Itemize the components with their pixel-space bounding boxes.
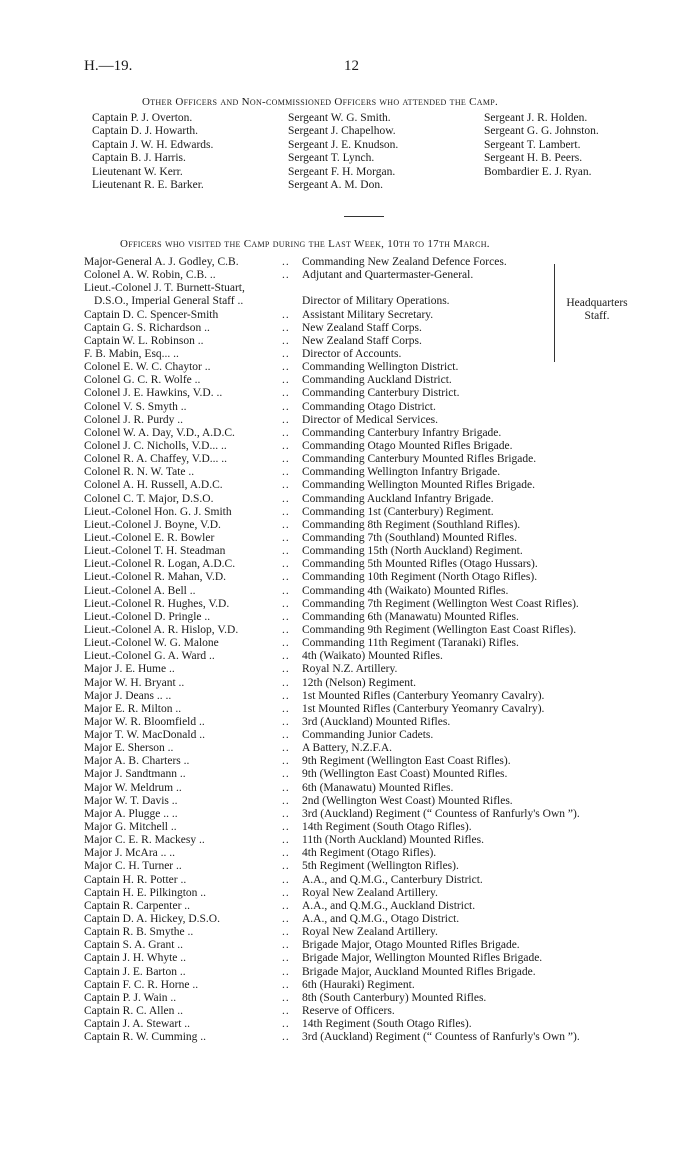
officer-role: Commanding 1st (Canterbury) Regiment.: [302, 505, 494, 518]
leader-dots: ..: [282, 387, 290, 400]
officer-name: Captain H. E. Pilkington ..: [84, 886, 207, 899]
officer-name: Lieut.-Colonel E. R. Bowler: [84, 531, 215, 544]
officer-name: Captain J. E. Barton ..: [84, 965, 186, 978]
officer-role: Commanding New Zealand Defence Forces.: [302, 256, 507, 268]
leader-dots: ..: [282, 689, 290, 702]
officer-name: Captain R. B. Smythe ..: [84, 926, 194, 939]
officer-role: Commanding 10th Regiment (North Otago Rifles).: [302, 571, 538, 584]
leader-dots: ..: [282, 768, 290, 781]
officer-name: Captain J. A. Stewart ..: [84, 1018, 191, 1031]
officer-name: Major A. B. Charters ..: [84, 755, 190, 768]
leader-dots: ..: [282, 676, 290, 689]
page-number: 12: [344, 58, 359, 74]
sergeant-entry: Sergeant T. Lynch.: [288, 152, 375, 165]
visitor-row: [84, 361, 684, 374]
officer-role: 11th (North Auckland) Mounted Rifles.: [302, 834, 484, 847]
leader-dots: ..: [282, 965, 290, 978]
leader-dots: ..: [282, 623, 290, 636]
officer-role: Director of Accounts.: [302, 347, 402, 360]
officer-role: Commanding Wellington District.: [302, 361, 459, 374]
visitor-row: [84, 808, 684, 821]
visitor-row: [84, 466, 684, 479]
officer-role: 2nd (Wellington West Coast) Mounted Rifles.: [302, 794, 513, 807]
hq-label-line-2: Staff.: [584, 310, 610, 322]
visitor-row: [84, 742, 684, 755]
officer-name: Lieut.-Colonel Hon. G. J. Smith: [84, 505, 232, 518]
officers-column: [92, 112, 213, 192]
officer-entry: Captain D. J. Howarth.: [92, 125, 199, 138]
officer-name: Major J. McAra .. ..: [84, 847, 176, 860]
leader-dots: ..: [282, 729, 290, 742]
officer-role: 12th (Nelson) Regiment.: [302, 676, 417, 689]
nco-entry: Bombardier E. J. Ryan.: [484, 165, 592, 178]
officer-role: A.A., and Q.M.G., Otago District.: [302, 913, 460, 926]
officer-role: Commanding 4th (Waikato) Mounted Rifles.: [302, 584, 509, 597]
visitor-row: [84, 913, 684, 926]
visitor-row: [84, 519, 684, 532]
leader-dots: ..: [282, 978, 290, 991]
officer-role: 1st Mounted Rifles (Canterbury Yeomanry Cavalry).: [302, 702, 545, 715]
officer-name: Colonel A. W. Robin, C.B. ..: [84, 269, 216, 282]
leader-dots: ..: [282, 584, 290, 597]
officer-name: Major W. H. Bryant ..: [84, 676, 185, 689]
officer-entry: Lieutenant W. Kerr.: [92, 165, 183, 178]
section-title-visitors: Officers who visited the Camp during the Last Week, 10th to 17th March.: [120, 238, 490, 250]
visitor-row: [84, 1018, 684, 1031]
officer-role: Commanding Otago Mounted Rifles Brigade.: [302, 439, 513, 452]
leader-dots: ..: [282, 256, 290, 268]
officer-role: Commanding 15th (North Auckland) Regiment.: [302, 545, 523, 558]
officer-role: Director of Medical Services.: [302, 413, 439, 426]
leader-dots: ..: [282, 847, 290, 860]
visitor-row: [84, 1031, 684, 1044]
officer-role: Commanding 9th Regiment (Wellington East Coast Rifles).: [302, 623, 577, 636]
visitor-row: [84, 768, 684, 781]
visitor-row: [84, 729, 684, 742]
visitor-row: [84, 887, 684, 900]
officer-role: Adjutant and Quartermaster-General.: [302, 269, 474, 282]
leader-dots: ..: [282, 597, 290, 610]
visitor-row: [84, 992, 684, 1005]
leader-dots: ..: [282, 492, 290, 505]
visitor-row: [84, 795, 684, 808]
officer-role: Royal New Zealand Artillery.: [302, 926, 438, 939]
officer-name: Major W. R. Bloomfield ..: [84, 715, 205, 728]
officer-role: Commanding Wellington Infantry Brigade.: [302, 466, 501, 479]
section-divider: [344, 216, 384, 217]
leader-dots: ..: [282, 886, 290, 899]
officer-name: Major C. H. Turner ..: [84, 860, 182, 873]
leader-dots: ..: [282, 807, 290, 820]
officer-name: Colonel C. T. Major, D.S.O.: [84, 492, 214, 505]
leader-dots: ..: [282, 531, 290, 544]
officer-name: Major E. R. Milton ..: [84, 702, 182, 715]
leader-dots: ..: [282, 637, 290, 650]
officer-name: Colonel A. H. Russell, A.D.C.: [84, 479, 223, 492]
leader-dots: ..: [282, 742, 290, 755]
officer-role: 9th (Wellington East Coast) Mounted Rifles.: [302, 768, 508, 781]
section-title-camp-attendees: Other Officers and Non-commissioned Officers who attended the Camp.: [142, 96, 499, 108]
visitor-row: [84, 374, 684, 387]
officer-name: Lieut.-Colonel R. Hughes, V.D.: [84, 597, 230, 610]
officer-name: Major J. E. Hume ..: [84, 663, 175, 676]
officer-role: Director of Military Operations.: [302, 295, 450, 308]
visitor-row: [84, 493, 684, 506]
visitor-row: [84, 387, 684, 400]
officer-role: Commanding 6th (Manawatu) Mounted Rifles.: [302, 610, 519, 623]
officer-name: Lieut.-Colonel A. Bell ..: [84, 584, 196, 597]
leader-dots: ..: [282, 308, 290, 321]
visitor-row: [84, 677, 684, 690]
officer-role: 6th (Manawatu) Mounted Rifles.: [302, 781, 454, 794]
visitor-row: [84, 309, 684, 322]
officer-name: Captain R. W. Cumming ..: [84, 1031, 207, 1044]
visitor-row: [84, 401, 684, 414]
officer-name: Major W. Meldrum ..: [84, 781, 182, 794]
officer-role: Assistant Military Secretary.: [302, 308, 434, 321]
sergeants-column-1: [288, 112, 398, 192]
leader-dots: ..: [282, 518, 290, 531]
officer-role: Commanding Canterbury District.: [302, 387, 460, 400]
leader-dots: ..: [282, 439, 290, 452]
visitor-row: [84, 979, 684, 992]
officer-name: Major-General A. J. Godley, C.B.: [84, 256, 239, 268]
officer-name: Lieut.-Colonel R. Mahan, V.D.: [84, 571, 227, 584]
visitor-row: [84, 952, 684, 965]
officer-name: Captain D. C. Spencer-Smith: [84, 308, 219, 321]
visitor-row: [84, 571, 684, 584]
sergeant-entry: Sergeant F. H. Morgan.: [288, 165, 396, 178]
visitor-row: [84, 874, 684, 887]
officer-name: Lieut.-Colonel J. T. Burnett-Stuart,: [84, 282, 245, 295]
officer-role: Commanding Auckland District.: [302, 374, 452, 387]
officer-role: Commanding 8th Regiment (Southland Rifles).: [302, 518, 521, 531]
officer-role: Royal New Zealand Artillery.: [302, 886, 438, 899]
visitor-row: [84, 598, 684, 611]
officer-name: Colonel V. S. Smyth ..: [84, 400, 187, 413]
nco-entry: Sergeant H. B. Peers.: [484, 152, 583, 165]
nco-entry: Sergeant T. Lambert.: [484, 138, 581, 151]
officer-name: Colonel J. E. Hawkins, V.D. ..: [84, 387, 223, 400]
leader-dots: ..: [282, 650, 290, 663]
visitor-row: [84, 322, 684, 335]
visitor-row: [84, 269, 684, 282]
officer-name: Captain P. J. Wain ..: [84, 991, 177, 1004]
visitor-row: [84, 755, 684, 768]
officer-entry: Captain J. W. H. Edwards.: [92, 138, 214, 151]
visitor-row: [84, 966, 684, 979]
officer-role: 3rd (Auckland) Regiment (“ Countess of Ranfurly's Own ”).: [302, 1031, 580, 1044]
leader-dots: ..: [282, 505, 290, 518]
officer-role: New Zealand Staff Corps.: [302, 321, 422, 334]
officer-role: Brigade Major, Otago Mounted Rifles Brigade.: [302, 939, 520, 952]
visitor-row: [84, 532, 684, 545]
officer-role: 3rd (Auckland) Mounted Rifles.: [302, 715, 451, 728]
officer-name: Colonel J. R. Purdy ..: [84, 413, 184, 426]
visitor-row: [84, 624, 684, 637]
leader-dots: ..: [282, 821, 290, 834]
visitor-row: [84, 834, 684, 847]
officer-role: Commanding 5th Mounted Rifles (Otago Hussars).: [302, 558, 538, 571]
visitor-row: [84, 703, 684, 716]
leader-dots: ..: [282, 426, 290, 439]
officer-name: D.S.O., Imperial General Staff ..: [94, 295, 244, 308]
officer-role: New Zealand Staff Corps.: [302, 334, 422, 347]
officer-role: A.A., and Q.M.G., Auckland District.: [302, 899, 476, 912]
leader-dots: ..: [282, 466, 290, 479]
officer-role: 5th Regiment (Wellington Rifles).: [302, 860, 459, 873]
officer-role: 1st Mounted Rifles (Canterbury Yeomanry Cavalry).: [302, 689, 545, 702]
officer-name: Colonel R. N. W. Tate ..: [84, 466, 195, 479]
visitor-row: [84, 453, 684, 466]
visitor-row: [84, 716, 684, 729]
officer-name: Lieut.-Colonel J. Boyne, V.D.: [84, 518, 221, 531]
officer-entry: Lieutenant R. E. Barker.: [92, 178, 204, 191]
officer-name: Colonel G. C. R. Wolfe ..: [84, 374, 201, 387]
visitor-row: [84, 663, 684, 676]
officer-name: Colonel E. W. C. Chaytor ..: [84, 361, 211, 374]
officer-name: Captain D. A. Hickey, D.S.O.: [84, 913, 220, 926]
officer-role: 14th Regiment (South Otago Rifles).: [302, 1018, 472, 1031]
leader-dots: ..: [282, 873, 290, 886]
visitor-row: [84, 282, 684, 295]
visitor-row: [84, 650, 684, 663]
officer-role: A Battery, N.Z.F.A.: [302, 742, 393, 755]
visitor-row: [84, 295, 684, 308]
report-id: H.—19.: [84, 58, 133, 74]
leader-dots: ..: [282, 899, 290, 912]
officer-role: 3rd (Auckland) Regiment (“ Countess of Ranfurly's Own ”).: [302, 807, 580, 820]
officer-name: Major G. Mitchell ..: [84, 821, 177, 834]
officer-role: Commanding Wellington Mounted Rifles Brigade.: [302, 479, 535, 492]
officer-name: Lieut.-Colonel D. Pringle ..: [84, 610, 211, 623]
officer-name: Captain G. S. Richardson ..: [84, 321, 210, 334]
officer-name: Captain F. C. R. Horne ..: [84, 978, 199, 991]
officer-role: Commanding Otago District.: [302, 400, 436, 413]
leader-dots: ..: [282, 1018, 290, 1031]
officer-role: Brigade Major, Auckland Mounted Rifles Brigade.: [302, 965, 536, 978]
leader-dots: ..: [282, 347, 290, 360]
leader-dots: ..: [282, 361, 290, 374]
visitor-row: [84, 611, 684, 624]
leader-dots: ..: [282, 860, 290, 873]
leader-dots: ..: [282, 834, 290, 847]
nco-entry: Sergeant G. G. Johnston.: [484, 125, 599, 138]
officer-role: Commanding Auckland Infantry Brigade.: [302, 492, 494, 505]
officer-name: Lieut.-Colonel A. R. Hislop, V.D.: [84, 623, 239, 636]
officer-role: 8th (South Canterbury) Mounted Rifles.: [302, 991, 487, 1004]
visitor-row: [84, 782, 684, 795]
visitor-row: [84, 545, 684, 558]
officer-name: Captain W. L. Robinson ..: [84, 334, 204, 347]
officer-entry: Captain B. J. Harris.: [92, 152, 186, 165]
officer-name: Captain R. Carpenter ..: [84, 899, 191, 912]
leader-dots: ..: [282, 571, 290, 584]
officer-role: Brigade Major, Wellington Mounted Rifles Brigade.: [302, 952, 543, 965]
leader-dots: ..: [282, 545, 290, 558]
officer-name: Captain J. H. Whyte ..: [84, 952, 186, 965]
leader-dots: ..: [282, 913, 290, 926]
officer-role: Commanding 11th Regiment (Taranaki) Rifles.: [302, 637, 519, 650]
leader-dots: ..: [282, 781, 290, 794]
sergeant-entry: Sergeant W. G. Smith.: [288, 112, 391, 124]
visitor-row: [84, 585, 684, 598]
officer-role: Commanding 7th (Southland) Mounted Rifles.: [302, 531, 517, 544]
leader-dots: ..: [282, 269, 290, 282]
officer-entry: Captain P. J. Overton.: [92, 112, 193, 124]
visitor-row: [84, 900, 684, 913]
officer-name: Major W. T. Davis ..: [84, 794, 178, 807]
officer-name: F. B. Mabin, Esq... ..: [84, 347, 179, 360]
visitor-row: [84, 256, 684, 269]
leader-dots: ..: [282, 939, 290, 952]
sergeant-entry: Sergeant J. Chapelhow.: [288, 125, 396, 138]
leader-dots: ..: [282, 400, 290, 413]
visitor-row: [84, 558, 684, 571]
leader-dots: ..: [282, 794, 290, 807]
sergeant-entry: Sergeant A. M. Don.: [288, 178, 383, 191]
visitor-row: [84, 1005, 684, 1018]
officer-name: Colonel R. A. Chaffey, V.D... ..: [84, 453, 228, 466]
visiting-officers-list: [84, 256, 684, 1044]
sergeant-entry: Sergeant J. E. Knudson.: [288, 138, 399, 151]
officer-role: A.A., and Q.M.G., Canterbury District.: [302, 873, 483, 886]
officer-name: Captain S. A. Grant ..: [84, 939, 184, 952]
visitor-row: [84, 926, 684, 939]
officer-name: Major A. Plugge .. ..: [84, 807, 178, 820]
leader-dots: ..: [282, 558, 290, 571]
officer-role: 6th (Hauraki) Regiment.: [302, 978, 415, 991]
officer-name: Colonel J. C. Nicholls, V.D... ..: [84, 439, 227, 452]
officer-role: 9th Regiment (Wellington East Coast Rifles).: [302, 755, 511, 768]
officer-role: 4th (Waikato) Mounted Rifles.: [302, 650, 443, 663]
leader-dots: ..: [282, 715, 290, 728]
leader-dots: ..: [282, 755, 290, 768]
officer-name: Major T. W. MacDonald ..: [84, 729, 205, 742]
visitor-row: [84, 427, 684, 440]
visitor-row: [84, 821, 684, 834]
leader-dots: ..: [282, 991, 290, 1004]
leader-dots: ..: [282, 702, 290, 715]
visitor-row: [84, 335, 684, 348]
sergeants-column-2: [484, 112, 599, 179]
officer-role: 14th Regiment (South Otago Rifles).: [302, 821, 472, 834]
officer-name: Captain H. R. Potter ..: [84, 873, 187, 886]
leader-dots: ..: [282, 334, 290, 347]
officer-role: 4th Regiment (Otago Rifles).: [302, 847, 437, 860]
visitor-row: [84, 847, 684, 860]
visitor-row: [84, 939, 684, 952]
visitor-row: [84, 637, 684, 650]
officer-role: Commanding 7th Regiment (Wellington West Coast Rifles).: [302, 597, 579, 610]
officer-name: Major J. Deans .. ..: [84, 689, 172, 702]
leader-dots: ..: [282, 663, 290, 676]
leader-dots: ..: [282, 926, 290, 939]
officer-name: Lieut.-Colonel W. G. Malone: [84, 637, 219, 650]
officer-role: Commanding Canterbury Infantry Brigade.: [302, 426, 502, 439]
nco-entry: Sergeant J. R. Holden.: [484, 112, 588, 124]
leader-dots: ..: [282, 453, 290, 466]
leader-dots: ..: [282, 413, 290, 426]
officer-name: Lieut.-Colonel G. A. Ward ..: [84, 650, 215, 663]
leader-dots: ..: [282, 1005, 290, 1018]
officer-role: Royal N.Z. Artillery.: [302, 663, 398, 676]
visitor-row: [84, 860, 684, 873]
visitor-row: [84, 348, 684, 361]
visitor-row: [84, 690, 684, 703]
leader-dots: ..: [282, 479, 290, 492]
officer-name: Major E. Sherson ..: [84, 742, 174, 755]
officer-role: Commanding Canterbury Mounted Rifles Brigade.: [302, 453, 537, 466]
visitor-row: [84, 479, 684, 492]
visitor-row: [84, 414, 684, 427]
leader-dots: ..: [282, 374, 290, 387]
officer-role: Reserve of Officers.: [302, 1005, 395, 1018]
visitor-row: [84, 440, 684, 453]
officer-name: Major J. Sandtmann ..: [84, 768, 186, 781]
officer-name: Major C. E. R. Mackesy ..: [84, 834, 205, 847]
visitor-row: [84, 506, 684, 519]
leader-dots: ..: [282, 1031, 290, 1044]
officer-role: Commanding Junior Cadets.: [302, 729, 434, 742]
officer-name: Lieut.-Colonel T. H. Steadman: [84, 545, 226, 558]
hq-label-line-1: Headquarters: [566, 297, 628, 309]
officer-name: Colonel W. A. Day, V.D., A.D.C.: [84, 426, 235, 439]
officer-name: Lieut.-Colonel R. Logan, A.D.C.: [84, 558, 236, 571]
leader-dots: ..: [282, 610, 290, 623]
leader-dots: ..: [282, 952, 290, 965]
officer-name: Captain R. C. Allen ..: [84, 1005, 184, 1018]
leader-dots: ..: [282, 321, 290, 334]
